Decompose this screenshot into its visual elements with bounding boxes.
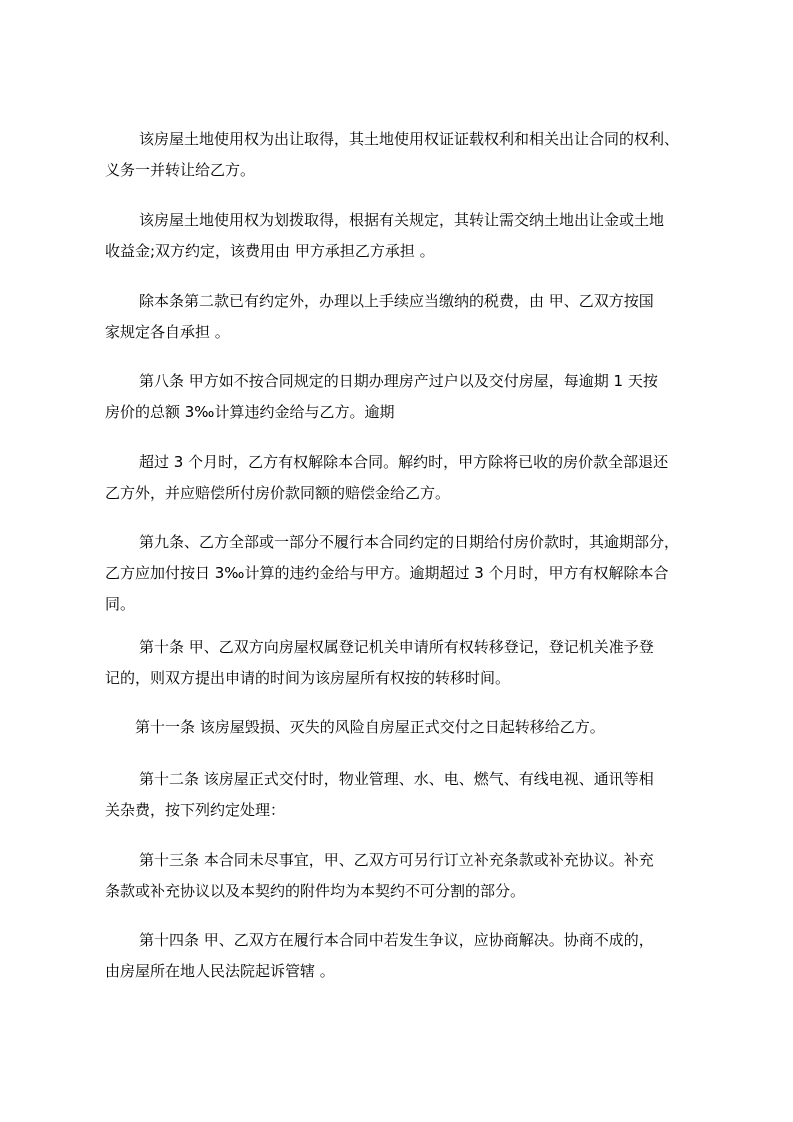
text-line: 条款或补充协议以及本契约的附件均为本契约不可分割的部分。 bbox=[105, 882, 526, 900]
text-line: 家规定各自承担 。 bbox=[105, 323, 230, 341]
text-line: 第十四条 甲、乙双方在履行本合同中若发生争议，应协商解决。协商不成的， bbox=[139, 931, 654, 949]
paragraph-article-11 bbox=[105, 712, 695, 743]
text-line: 乙方应加付按日 3‰计算的违约金给与甲方。逾期超过 3 个月时，甲方有权解除本合 bbox=[105, 564, 669, 582]
paragraph-article-12 bbox=[105, 764, 695, 826]
paragraph-taxes-fees bbox=[105, 286, 695, 348]
text-line: 第八条 甲方如不按合同规定的日期办理房产过户以及交付房屋，每逾期 1 天按 bbox=[139, 372, 658, 390]
text-line: 该房屋土地使用权为出让取得，其土地使用权证证载权利和相关出让合同的权利、 bbox=[139, 130, 680, 148]
paragraph-land-allocation bbox=[105, 205, 695, 267]
text-line: 房价的总额 3‰计算违约金给与乙方。逾期 bbox=[105, 403, 395, 421]
text-line: 同。 bbox=[105, 595, 136, 613]
paragraph-article-14 bbox=[105, 925, 695, 987]
text-line: 关杂费，按下列约定处理： bbox=[105, 801, 286, 819]
paragraph-land-use-transfer bbox=[105, 124, 695, 186]
text-line: 超过 3 个月时，乙方有权解除本合同。解约时，甲方除将已收的房价款全部退还 bbox=[139, 453, 669, 471]
text-line: 第九条、乙方全部或一部分不履行本合同约定的日期给付房价款时，其逾期部分， bbox=[139, 533, 680, 551]
text-line: 第十三条 本合同未尽事宜，甲、乙双方可另行订立补充条款或补充协议。补充 bbox=[139, 851, 654, 869]
text-line: 乙方外，并应赔偿所付房价款同额的赔偿金给乙方。 bbox=[105, 484, 451, 502]
text-line: 第十一条 该房屋毁损、灭失的风险自房屋正式交付之日起转移给乙方。 bbox=[135, 718, 605, 736]
text-line: 该房屋土地使用权为划拨取得，根据有关规定，其转让需交纳土地出让金或土地 bbox=[139, 211, 665, 229]
paragraph-article-13 bbox=[105, 845, 695, 907]
text-line: 第十二条 该房屋正式交付时，物业管理、水、电、燃气、有线电视、通讯等相 bbox=[139, 770, 654, 788]
text-line: 收益金;双方约定，该费用由 甲方承担乙方承担 。 bbox=[105, 242, 435, 260]
paragraph-article-9 bbox=[105, 527, 695, 620]
paragraph-article-10 bbox=[105, 632, 695, 694]
paragraph-article-8-continued bbox=[105, 447, 695, 509]
text-line: 第十条 甲、乙双方向房屋权属登记机关申请所有权转移登记，登记机关准予登 bbox=[139, 638, 654, 656]
paragraph-article-8 bbox=[105, 366, 695, 428]
text-line: 记的，则双方提出申请的时间为该房屋所有权按的转移时间。 bbox=[105, 669, 511, 687]
text-line: 除本条第二款已有约定外，办理以上手续应当缴纳的税费，由 甲、乙双方按国 bbox=[139, 292, 654, 310]
text-line: 义务一并转让给乙方。 bbox=[105, 161, 256, 179]
text-line: 由房屋所在地人民法院起诉管辖 。 bbox=[105, 962, 335, 980]
